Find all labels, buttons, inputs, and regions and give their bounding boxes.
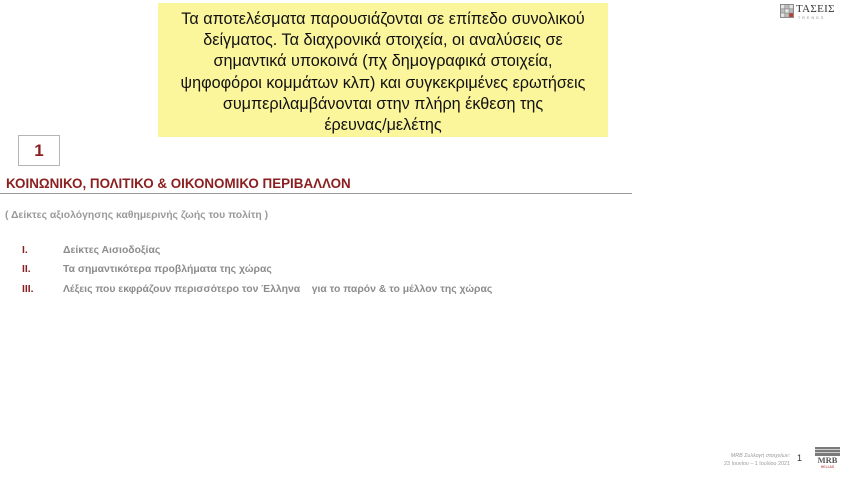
mrb-logo-text: MRB bbox=[817, 455, 838, 465]
note-line: συμπεριλαμβάνονται στην πλήρη έκθεση της bbox=[222, 94, 544, 113]
brand-subtitle: TRENDS bbox=[798, 16, 826, 20]
mrb-logo-subtitle: HELLAS bbox=[820, 465, 835, 469]
note-line: έρευνας/μελέτης bbox=[324, 116, 442, 135]
footer-dates: 23 Ιουνίου – 1 Ιουλίου 2021 bbox=[723, 461, 790, 467]
note-line: σημαντικά υποκοινά (πχ δημογραφικά στοιχεία, bbox=[213, 52, 553, 71]
section-number: 1 bbox=[18, 135, 60, 166]
mrb-logo bbox=[815, 447, 840, 471]
agenda-item-label: Λέξεις που εκφράζουν περισσότερο τον Έλληνα για το παρόν & το μέλλον της χώρας bbox=[63, 284, 493, 295]
note-line: ψηφοφόροι κομμάτων κλπ) και συγκεκριμένες ερωτήσεις bbox=[180, 73, 586, 92]
page-number: 1 bbox=[797, 453, 803, 463]
footer-fieldwork-info bbox=[690, 452, 790, 468]
note-line: δείγματος. Τα διαχρονικά στοιχεία, οι αναλύσεις σε bbox=[203, 31, 563, 50]
agenda-item-number: II. bbox=[22, 264, 31, 275]
section-title: ΚΟΙΝΩΝΙΚΟ, ΠΟΛΙΤΙΚΟ & ΟΙΚΟΝΟΜΙΚΟ ΠΕΡΙΒΑΛΛΟΝ bbox=[6, 176, 351, 191]
note-line: Τα αποτελέσματα παρουσιάζονται σε επίπεδο συνολικού bbox=[181, 10, 585, 28]
results-note bbox=[158, 3, 608, 137]
brand-logo bbox=[780, 4, 844, 22]
agenda-item-label: Τα σημαντικότερα προβλήματα της χώρας bbox=[63, 264, 272, 275]
footer-source: MRB Συλλογή στοιχείων: bbox=[730, 453, 790, 459]
section-divider bbox=[0, 193, 632, 194]
agenda-item-label: Δείκτες Αισιοδοξίας bbox=[63, 245, 161, 256]
brand-name: ΤΑΣΕΙΣ bbox=[796, 3, 835, 15]
section-subtitle: ( Δείκτες αξιολόγησης καθημερινής ζωής του πολίτη ) bbox=[5, 210, 269, 221]
agenda-item-number: I. bbox=[22, 245, 28, 256]
agenda-item-number: III. bbox=[22, 284, 34, 295]
brand-grid-icon bbox=[780, 4, 794, 18]
